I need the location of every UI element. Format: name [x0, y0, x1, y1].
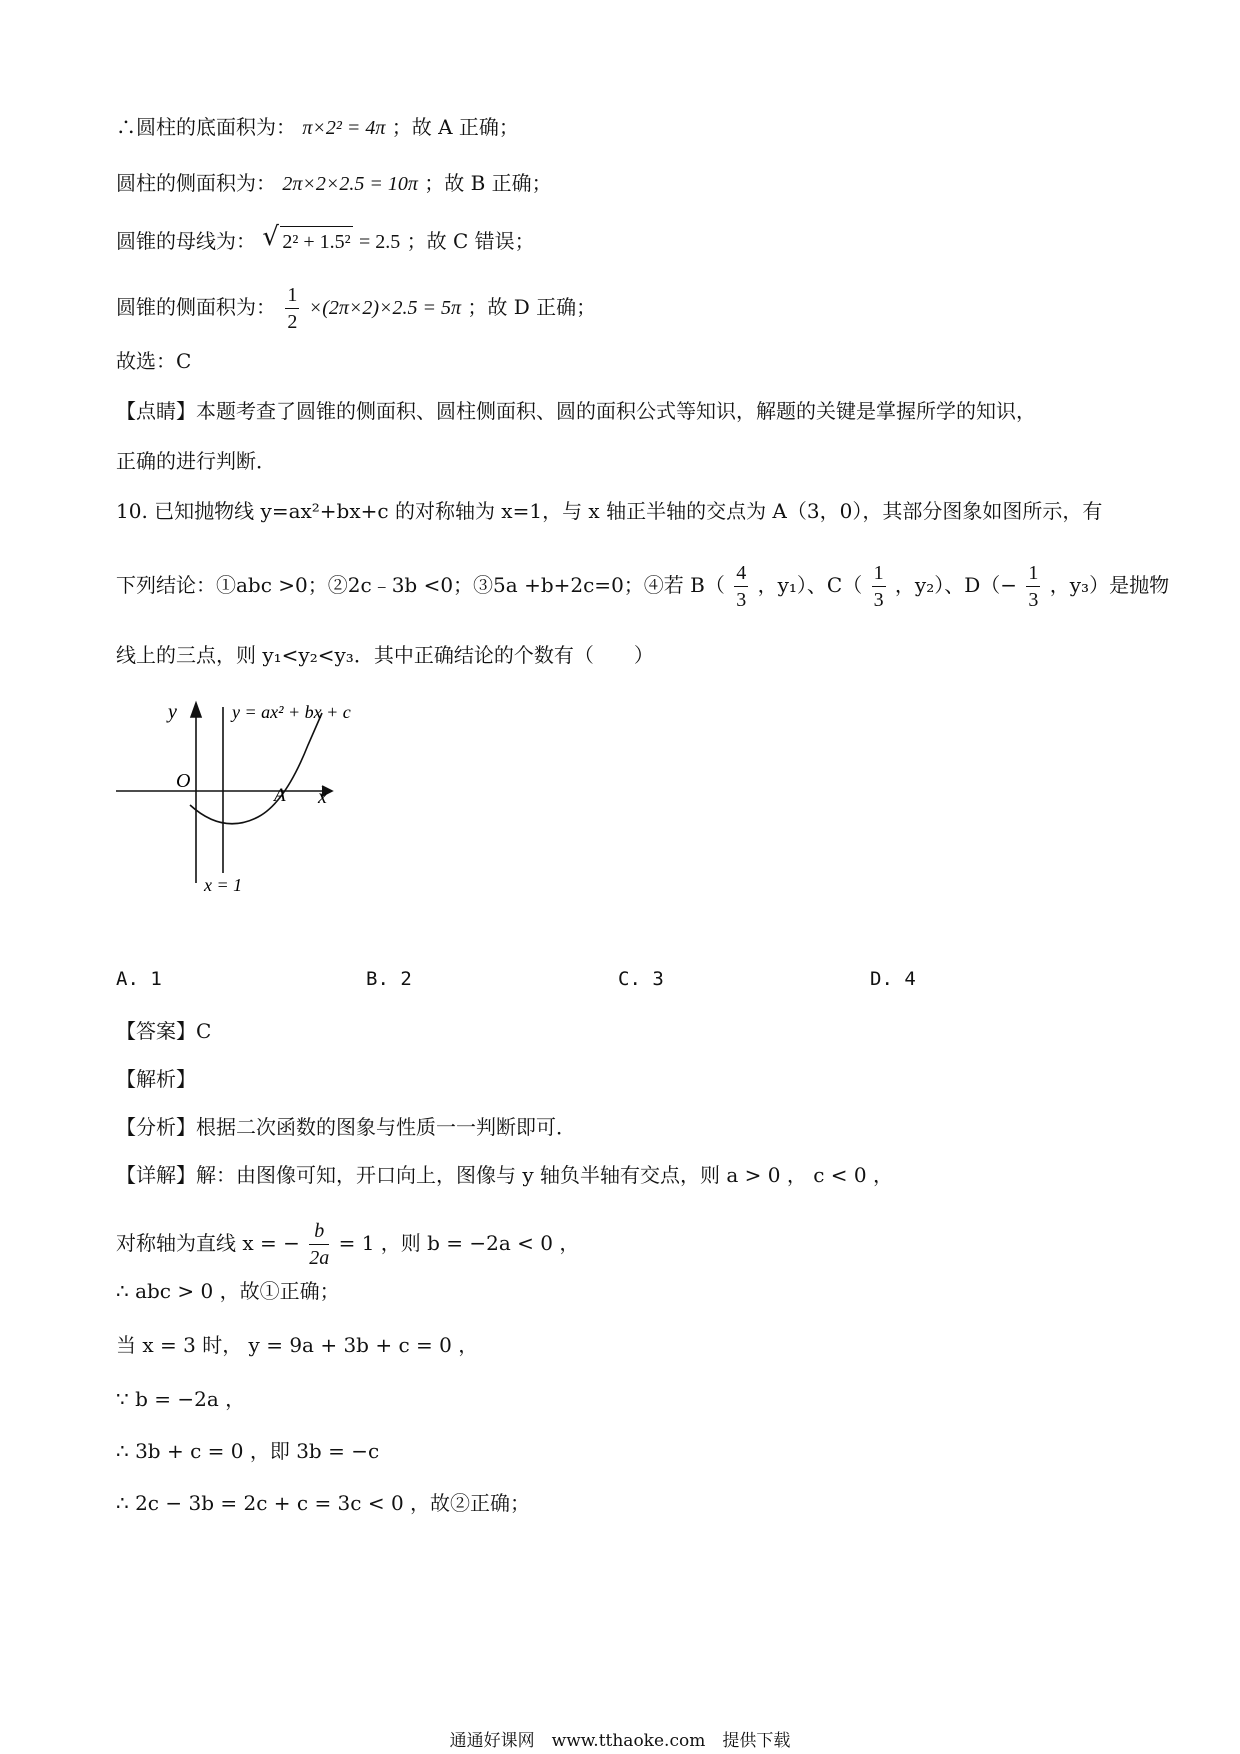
- question-line-1: 10. 已知抛物线 y=ax²+bx+c 的对称轴为 x=1，与 x 轴正半轴的交点为 A（3，0），其部分图象如图所示，有: [116, 499, 1103, 523]
- text: ；故 C 错误；: [406, 229, 535, 253]
- comment-line-1: 【点睛】本题考查了圆锥的侧面积、圆柱侧面积、圆的面积公式等知识，解题的关键是掌握所学的知识，: [116, 399, 1036, 423]
- text: 圆柱的侧面积为：: [116, 171, 276, 195]
- text: ，y₁）、C（: [757, 573, 863, 597]
- numerator: 4: [734, 560, 748, 587]
- solution-line-lateral-area: [116, 168, 552, 199]
- curve-label: y = ax² + bx + c: [232, 702, 351, 722]
- numerator: 1: [872, 560, 886, 587]
- detail-line-1: 【详解】解：由图像可知，开口向上，图像与 y 轴负半轴有交点，则 a > 0 ， c < 0 ，: [116, 1163, 893, 1187]
- denominator: 2: [287, 311, 298, 333]
- math: 2π×2×2.5 = 10π: [282, 173, 418, 195]
- text: ；故 B 正确；: [424, 171, 552, 195]
- radicand: 2² + 1.5²: [280, 226, 352, 257]
- sqrt-expression: [262, 226, 352, 257]
- question-line-3: 线上的三点，则 y₁<y₂<y₃．其中正确结论的个数有（ ）: [116, 643, 654, 667]
- fraction-d: [1026, 560, 1040, 613]
- denominator: 3: [736, 589, 747, 611]
- detail-line-6: ∴ 3b + c = 0 ，即 3b = −c: [116, 1439, 380, 1463]
- numerator: 1: [285, 282, 299, 309]
- numerator: 1: [1026, 560, 1040, 587]
- text: ；故 D 正确；: [467, 295, 597, 319]
- solution-line-base-area: [116, 112, 519, 143]
- x-axis-label: x: [318, 786, 327, 808]
- page-footer: 通通好课网 www.tthaoke.com 提供下载: [449, 1731, 791, 1751]
- question-line-2: [116, 560, 1169, 613]
- denominator: 3: [1028, 589, 1039, 611]
- fraction-b: [734, 560, 748, 613]
- fraction: [285, 282, 299, 335]
- detail-line-7: ∴ 2c − 3b = 2c + c = 3c < 0 ，故②正确；: [116, 1491, 531, 1515]
- choice-line: 故选：C: [116, 349, 192, 373]
- parabola-curve: [190, 713, 322, 824]
- y-axis-label: y: [168, 701, 177, 723]
- text: ∴圆柱的底面积为：: [116, 115, 296, 139]
- parabola-figure: [110, 695, 390, 905]
- text: ；故 A 正确；: [391, 115, 519, 139]
- comment-line-2: 正确的进行判断．: [116, 449, 276, 473]
- option-a: A. 1: [116, 968, 162, 990]
- detail-line-5: ∵ b = −2a ，: [116, 1387, 246, 1411]
- y-axis-arrow: [191, 703, 201, 717]
- fenxi-line: 【分析】根据二次函数的图象与性质一一判断即可．: [116, 1115, 576, 1139]
- detail-line-4: 当 x = 3 时， y = 9a + 3b + c = 0 ，: [116, 1333, 479, 1357]
- denominator: 3: [873, 589, 884, 611]
- math: = 2.5: [359, 231, 401, 253]
- fraction-c: [872, 560, 886, 613]
- text: 圆锥的母线为：: [116, 229, 256, 253]
- text: = 1 ，则 b = −2a < 0 ，: [338, 1231, 580, 1255]
- option-b: B. 2: [366, 968, 412, 990]
- text: 下列结论：①abc >0；②2c﹣3b <0；③5a +b+2c=0；④若 B（: [116, 573, 725, 597]
- answer-line: 【答案】C: [116, 1019, 212, 1043]
- detail-line-3: ∴ abc > 0 ，故①正确；: [116, 1279, 340, 1303]
- point-a-label: A: [274, 785, 286, 806]
- solution-line-cone-lateral: [116, 282, 596, 335]
- text: 圆锥的侧面积为：: [116, 295, 276, 319]
- analysis-heading: 【解析】: [116, 1067, 196, 1091]
- math: π×2² = 4π: [302, 117, 386, 139]
- option-c: C. 3: [618, 968, 664, 990]
- numerator: b: [309, 1218, 329, 1245]
- text: ，y₃）是抛物: [1049, 573, 1170, 597]
- math: ×(2π×2)×2.5 = 5π: [308, 297, 462, 319]
- symmetry-axis-label: x = 1: [204, 875, 243, 895]
- text: ，y₂）、D（−: [894, 573, 1018, 597]
- origin-label: O: [176, 770, 191, 792]
- detail-line-2: [116, 1218, 579, 1271]
- fraction-b-over-2a: [309, 1218, 329, 1271]
- text: 对称轴为直线 x = −: [116, 1231, 300, 1255]
- solution-line-slant-height: [116, 226, 535, 257]
- option-d: D. 4: [870, 968, 916, 990]
- denominator: 2a: [309, 1247, 330, 1269]
